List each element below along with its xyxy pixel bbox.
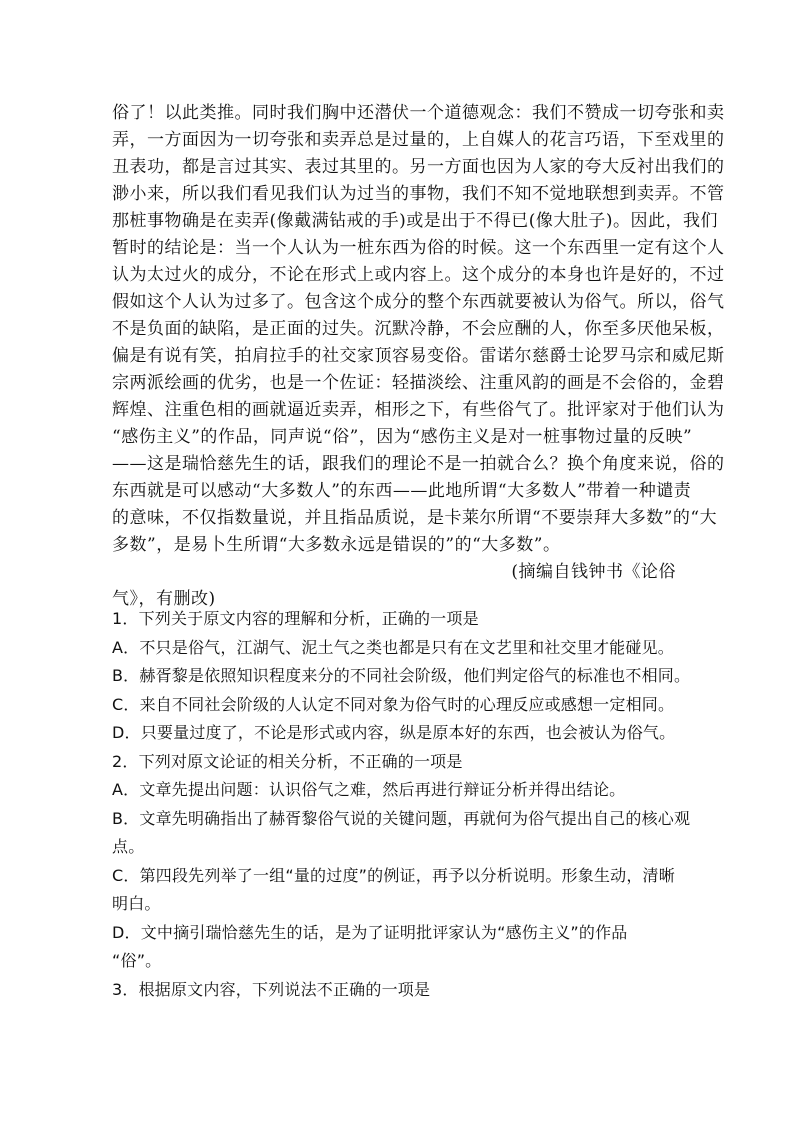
passage-line: “感伤主义”的作品，同声说“俗”，因为“感伤主义是对一桩事物过量的反映” (112, 427, 693, 447)
passage-line: 多数”，是易卜生所谓“大多数永远是错误的”的“大多数”。 (112, 535, 561, 555)
option-line: B．文章先明确指出了赫胥黎俗气说的关键问题，再就何为俗气提出自己的核心观 (112, 808, 691, 828)
passage-line: 不是负面的缺陷，是正面的过失。沉默冷静，不会应酬的人，你至多厌他呆板， (112, 319, 725, 339)
question-stem: 3．根据原文内容，下列说法不正确的一项是 (112, 979, 431, 999)
questions-section (112, 605, 691, 1004)
option-line: B．赫胥黎是依照知识程度来分的不同社会阶级，他们判定俗气的标准也不相同。 (112, 666, 691, 685)
question-stem: 2．下列对原文论证的相关分析，不正确的一项是 (112, 751, 463, 771)
source-citation-cont: 气》，有删改) (112, 589, 216, 609)
option-line: C．第四段先列举了一组“量的过度”的例证，再予以分析说明。形象生动，清晰 (112, 865, 675, 885)
passage-line: ——这是瑞恰慈先生的话，跟我们的理论不是一拍就合么？换个角度来说，俗的 (112, 454, 725, 474)
passage-line: 假如这个人认为过多了。包含这个成分的整个东西就要被认为俗气。所以，俗气 (112, 292, 725, 312)
question-stem: 1．下列关于原文内容的理解和分析，正确的一项是 (112, 609, 479, 628)
passage-line: 渺小来，所以我们看见我们认为过当的事物，我们不知不觉地联想到卖弄。不管 (112, 184, 725, 204)
passage-line: 的意味，不仅指数量说，并且指品质说，是卡莱尔所谓“不要崇拜大多数”的“大 (112, 508, 718, 528)
passage-line: 东西就是可以感动“大多数人”的东西——此地所谓“大多数人”带着一种谴责 (112, 481, 692, 501)
passage-line: 那桩事物确是在卖弄(像戴满钻戒的手)或是出于不得已(像大肚子)。因此，我们 (112, 211, 719, 231)
option-line-cont: 明白。 (112, 894, 161, 913)
passage-line: 偏是有说有笑，拍肩拉手的社交家顶容易变俗。雷诺尔慈爵士论罗马宗和威尼斯 (112, 346, 725, 366)
option-line: D．文中摘引瑞恰慈先生的话，是为了证明批评家认为“感伤主义”的作品 (112, 922, 628, 942)
passage-line: 认为太过火的成分，不论在形式上或内容上。这个成分的本身也许是好的，不过 (112, 265, 725, 285)
option-line-cont: “俗”。 (112, 951, 162, 970)
option-line-cont: 点。 (112, 837, 145, 856)
option-line: C．来自不同社会阶级的人认定不同对象为俗气时的心理反应或感想一定相同。 (112, 694, 675, 714)
passage-line: 辉煌、注重色相的画就逼近卖弄，相形之下，有些俗气了。批评家对于他们认为 (112, 400, 725, 420)
passage-line: 丑表功，都是言过其实、表过其里的。另一方面也因为人家的夸大反衬出我们的 (112, 157, 725, 177)
option-line: D．只要量过度了，不论是形式或内容，纵是原本好的东西，也会被认为俗气。 (112, 723, 676, 742)
option-line: A．文章先提出问题：认识俗气之难，然后再进行辩证分析并得出结论。 (112, 780, 626, 799)
passage-line: 暂时的结论是：当一个人认为一桩东西为俗的时候。这一个东西里一定有这个人 (112, 238, 725, 258)
option-line: A．不只是俗气，江湖气、泥土气之类也都是只有在文艺里和社交里才能碰见。 (112, 637, 674, 657)
passage-line: 弄，一方面因为一切夸张和卖弄总是过量的，上自媒人的花言巧语，下至戏里的 (112, 130, 725, 150)
passage-line: 宗两派绘画的优劣，也是一个佐证：轻描淡绘、注重风韵的画是不会俗的，金碧 (112, 373, 725, 393)
passage-line: 俗了！以此类推。同时我们胸中还潜伏一个道德观念：我们不赞成一切夸张和卖 (112, 103, 725, 123)
source-citation: (摘编自钱钟书《论俗 (511, 562, 676, 582)
passage-text (112, 100, 725, 613)
